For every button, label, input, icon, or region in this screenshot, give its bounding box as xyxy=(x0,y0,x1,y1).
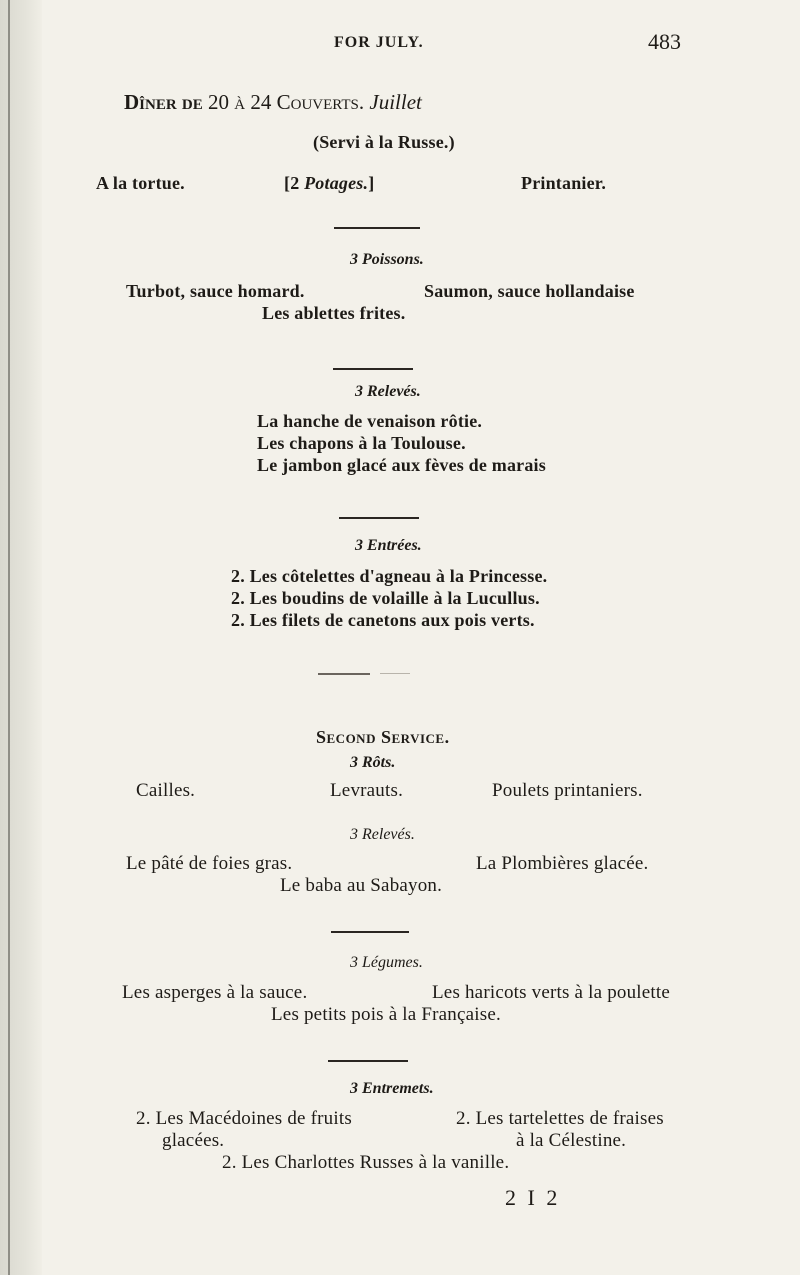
releve2-left: Le pâté de foies gras. xyxy=(126,853,293,874)
entremet-right-2: à la Célestine. xyxy=(516,1130,627,1151)
service-subtitle: (Servi à la Russe.) xyxy=(313,132,455,152)
legume-left: Les asperges à la sauce. xyxy=(122,982,308,1003)
releve2-right: La Plombières glacée. xyxy=(476,853,649,874)
section-divider xyxy=(333,368,413,370)
releves2-heading: 3 Relevés. xyxy=(350,826,415,843)
entree-item: 2. Les côtelettes d'agneau à la Princesse. xyxy=(231,566,548,586)
section-divider xyxy=(339,517,419,519)
releve-item: La hanche de venaison rôtie. xyxy=(257,411,483,431)
entrees-heading: 3 Entrées. xyxy=(355,537,422,554)
section-divider-faint xyxy=(380,673,410,674)
releves-heading: 3 Relevés. xyxy=(355,383,421,400)
potage-right: Printanier. xyxy=(521,173,607,193)
poisson-right: Saumon, sauce hollandaise xyxy=(424,281,635,301)
rot-center: Levrauts. xyxy=(330,780,404,801)
entree-item: 2. Les filets de canetons aux pois verts. xyxy=(231,610,535,630)
entree-item: 2. Les boudins de volaille à la Lucullus. xyxy=(231,588,540,608)
section-divider xyxy=(328,1060,408,1062)
section-divider xyxy=(334,227,420,229)
releve-item: Le jambon glacé aux fèves de marais xyxy=(257,455,546,475)
section-divider xyxy=(318,673,370,675)
title-main: 20 à 24 Couverts. xyxy=(208,90,365,114)
releve-item: Les chapons à la Toulouse. xyxy=(257,433,466,453)
title-prefix: Dîner de xyxy=(124,90,203,114)
potage-left: A la tortue. xyxy=(96,173,185,193)
second-service-heading: Second Service. xyxy=(316,727,450,747)
legume-right: Les haricots verts à la poulette xyxy=(432,982,671,1003)
entremet-right-1: 2. Les tartelettes de fraises xyxy=(456,1108,664,1129)
releve2-line2: Le baba au Sabayon. xyxy=(280,875,443,896)
title-month: Juillet xyxy=(369,90,422,114)
entremet-line3: 2. Les Charlottes Russes à la vanille. xyxy=(222,1152,510,1173)
signature-mark: 2 I 2 xyxy=(505,1185,561,1210)
entremet-left-1: 2. Les Macédoines de fruits xyxy=(136,1108,352,1129)
rot-left: Cailles. xyxy=(136,780,196,801)
entremet-left-2: glacées. xyxy=(162,1130,225,1151)
poisson-line2: Les ablettes frites. xyxy=(262,303,406,323)
section-divider xyxy=(331,931,409,933)
poissons-heading: 3 Poissons. xyxy=(350,251,424,268)
rots-heading: 3 Rôts. xyxy=(350,754,396,771)
entremets-heading: 3 Entremets. xyxy=(350,1080,434,1097)
menu-title xyxy=(124,90,422,115)
potages-heading: [2 Potages.] xyxy=(284,173,375,193)
poisson-left: Turbot, sauce homard. xyxy=(126,281,305,301)
page-number: 483 xyxy=(648,29,681,54)
running-head-title: FOR JULY. xyxy=(334,34,424,51)
legumes-heading: 3 Légumes. xyxy=(350,954,423,971)
legume-line2: Les petits pois à la Française. xyxy=(271,1004,501,1025)
rot-right: Poulets printaniers. xyxy=(492,780,643,801)
